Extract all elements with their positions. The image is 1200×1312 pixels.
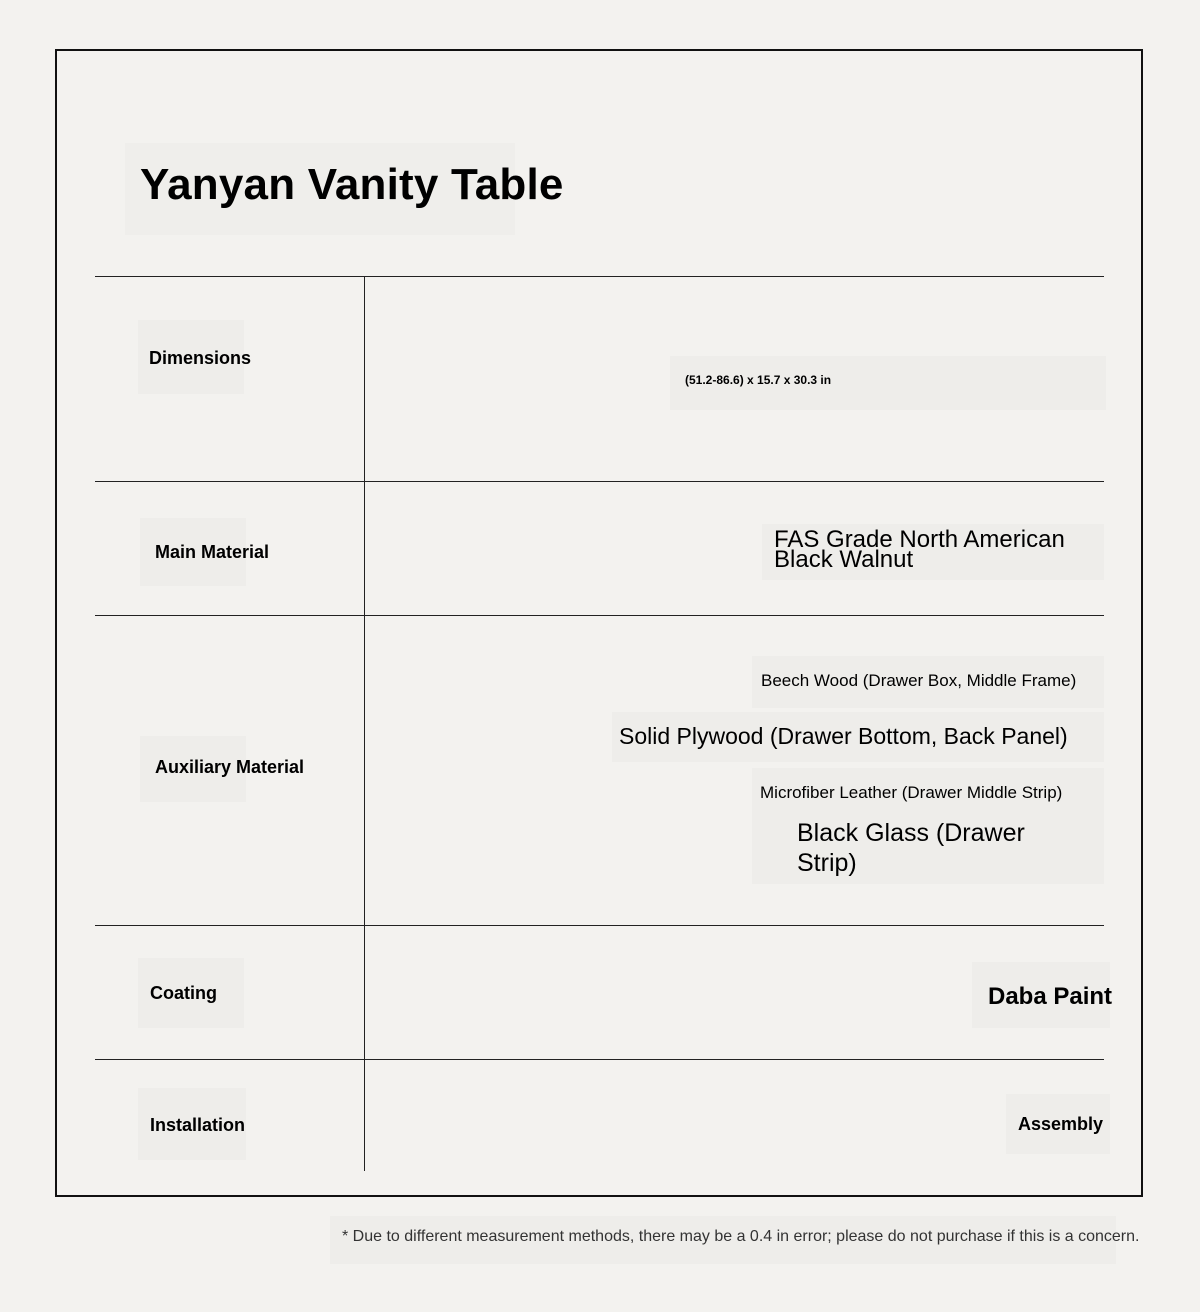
table-divider: [95, 925, 1104, 926]
auxiliary-material-value: Beech Wood (Drawer Box, Middle Frame): [761, 671, 1077, 690]
table-column-divider: [364, 276, 365, 1171]
dimensions-value: (51.2-86.6) x 15.7 x 30.3 in: [685, 373, 832, 387]
footnote: * Due to different measurement methods, there may be a 0.4 in error; please do not purchase if this is a concern.: [342, 1228, 1140, 1245]
auxiliary-material-value: Microfiber Leather (Drawer Middle Strip): [760, 783, 1063, 802]
installation-value: Assembly: [1018, 1114, 1104, 1134]
row-label-main-material: Main Material: [155, 542, 270, 562]
main-material-value: FAS Grade North American Black Walnut: [774, 526, 1065, 573]
auxiliary-material-value: Solid Plywood (Drawer Bottom, Back Panel): [619, 723, 1068, 749]
table-divider: [95, 615, 1104, 616]
table-divider: [95, 481, 1104, 482]
auxiliary-material-value: Black Glass (Drawer Strip): [797, 819, 1025, 877]
row-label-installation: Installation: [150, 1115, 246, 1135]
table-divider: [95, 1059, 1104, 1060]
coating-value: Daba Paint: [988, 983, 1113, 1010]
row-label-coating: Coating: [150, 983, 217, 1003]
table-divider: [95, 276, 1104, 277]
row-label-dimensions: Dimensions: [149, 348, 252, 368]
page-title: Yanyan Vanity Table: [140, 160, 564, 209]
row-label-auxiliary-material: Auxiliary Material: [155, 757, 305, 777]
